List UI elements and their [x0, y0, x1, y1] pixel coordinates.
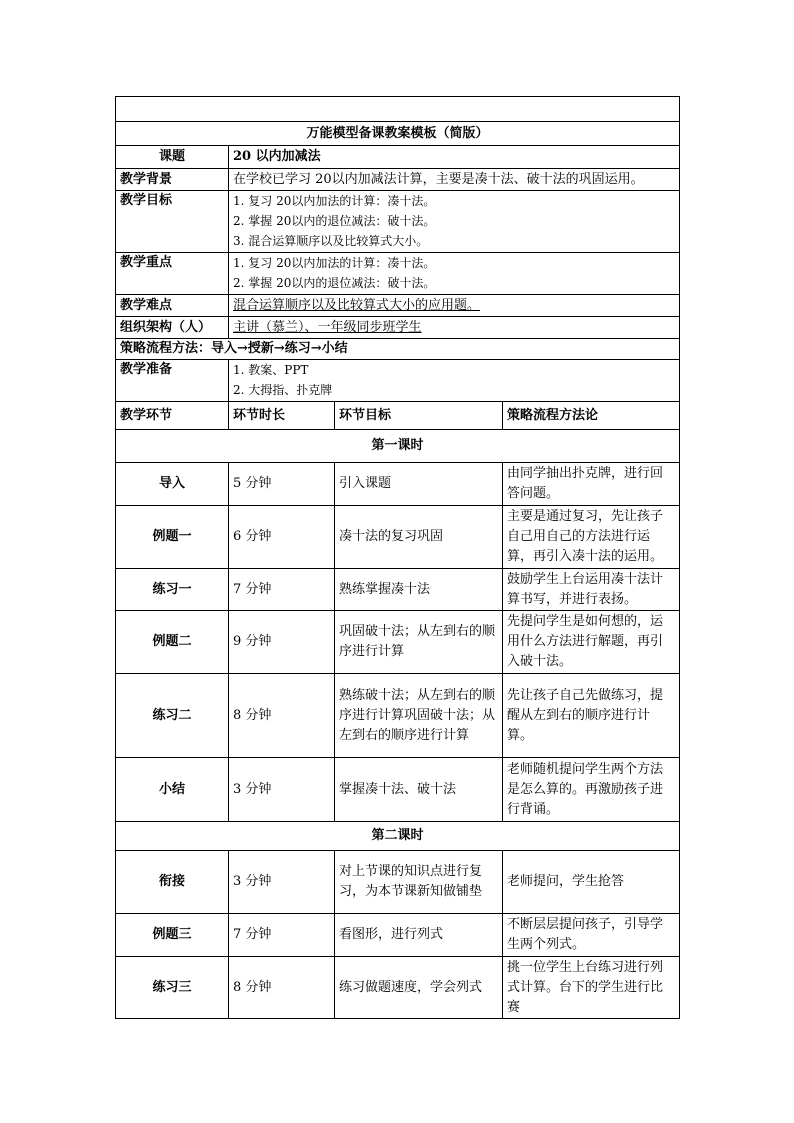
- method-cell: 主要是通过复习，先让孩子自己用自己的方法进行运算，再引入凑十法的运用。: [503, 506, 680, 569]
- duration-cell: 8 分钟: [229, 957, 335, 1019]
- stage-cell: 例题一: [116, 506, 229, 569]
- method-cell: 不断层层提问孩子，引导学生两个列式。: [503, 914, 680, 957]
- method-cell: 老师随机提问学生两个方法是怎么算的。再激励孩子进行背诵。: [503, 758, 680, 822]
- difficulty-value: [229, 295, 680, 317]
- objectives-label: 教学目标: [116, 191, 229, 253]
- page-title: 万能模型备课教案模板（简版）: [116, 122, 680, 146]
- column-header-row: [116, 402, 680, 430]
- table-row: [116, 506, 680, 569]
- duration-cell: 3 分钟: [229, 758, 335, 822]
- table-row: [116, 611, 680, 674]
- background-label: 教学背景: [116, 169, 229, 191]
- background-value: 在学校已学习 20以内加减法计算，主要是凑十法、破十法的巩固运用。: [229, 169, 680, 191]
- method-cell: 先让孩子自己先做练习，提醒从左到右的顺序进行计算。: [503, 674, 680, 758]
- method-cell: 老师提问，学生抢答: [503, 851, 680, 914]
- table-row: [116, 758, 680, 822]
- stage-cell: 练习一: [116, 569, 229, 611]
- column-header: 环节时长: [229, 402, 335, 430]
- lesson1-header-row: [116, 430, 680, 463]
- goal-cell: 巩固破十法；从左到右的顺序进行计算: [335, 611, 503, 674]
- topic-label: 课题: [116, 146, 229, 169]
- lesson2-header-row: [116, 822, 680, 851]
- stage-cell: 小结: [116, 758, 229, 822]
- key-point-item: 1. 复习 20以内加法的计算：凑十法。: [233, 256, 436, 270]
- background-row: [116, 169, 680, 191]
- duration-cell: 8 分钟: [229, 674, 335, 758]
- goal-cell: 熟练破十法；从左到右的顺序进行计算巩固破十法；从左到右的顺序进行计算: [335, 674, 503, 758]
- stage-cell: 导入: [116, 463, 229, 506]
- organization-text: 主讲（慕兰）、一年级同步班学生: [233, 319, 422, 335]
- difficulty-row: [116, 295, 680, 317]
- key-points-list: [229, 253, 680, 295]
- preparation-item: 1. 教案、PPT: [233, 363, 309, 377]
- stage-cell: 例题二: [116, 611, 229, 674]
- organization-row: [116, 317, 680, 339]
- method-cell: 先提问学生是如何想的，运用什么方法进行解题，再引入破十法。: [503, 611, 680, 674]
- objectives-list: [229, 191, 680, 253]
- key-points-label: 教学重点: [116, 253, 229, 295]
- table-row: [116, 674, 680, 758]
- stage-cell: 练习二: [116, 674, 229, 758]
- table-row: [116, 957, 680, 1019]
- method-cell: 鼓励学生上台运用凑十法计算书写，并进行表扬。: [503, 569, 680, 611]
- empty-top-row: [116, 97, 680, 122]
- goal-cell: 引入课题: [335, 463, 503, 506]
- strategy-row: [116, 339, 680, 360]
- stage-cell: 例题三: [116, 914, 229, 957]
- table-row: [116, 463, 680, 506]
- preparation-row: [116, 360, 680, 402]
- goal-cell: 练习做题速度，学会列式: [335, 957, 503, 1019]
- duration-cell: 3 分钟: [229, 851, 335, 914]
- objectives-row: [116, 191, 680, 253]
- empty-top-cell: [116, 97, 680, 122]
- lesson2-title: 第二课时: [116, 822, 680, 851]
- column-header: 教学环节: [116, 402, 229, 430]
- preparation-item: 2. 大拇指、扑克牌: [233, 383, 333, 397]
- preparation-label: 教学准备: [116, 360, 229, 402]
- goal-cell: 对上节课的知识点进行复习，为本节课新知做铺垫: [335, 851, 503, 914]
- goal-cell: 熟练掌握凑十法: [335, 569, 503, 611]
- method-cell: 挑一位学生上台练习进行列式计算。台下的学生进行比赛: [503, 957, 680, 1019]
- organization-label: 组织架构（人）: [116, 317, 229, 339]
- objective-item: 2. 掌握 20以内的退位减法：破十法。: [233, 214, 436, 228]
- lesson-plan-table: [115, 96, 680, 1019]
- duration-cell: 5 分钟: [229, 463, 335, 506]
- objective-item: 1. 复习 20以内加法的计算：凑十法。: [233, 194, 436, 208]
- goal-cell: 凑十法的复习巩固: [335, 506, 503, 569]
- column-header: 环节目标: [335, 402, 503, 430]
- organization-value: [229, 317, 680, 339]
- lesson1-title: 第一课时: [116, 430, 680, 463]
- key-point-item: 2. 掌握 20以内的退位减法：破十法。: [233, 276, 436, 290]
- stage-cell: 练习三: [116, 957, 229, 1019]
- duration-cell: 9 分钟: [229, 611, 335, 674]
- objective-item: 3. 混合运算顺序以及比较算式大小。: [233, 234, 429, 248]
- topic-value: 20 以内加减法: [229, 146, 680, 169]
- stage-cell: 衔接: [116, 851, 229, 914]
- difficulty-label: 教学难点: [116, 295, 229, 317]
- topic-row: [116, 146, 680, 169]
- goal-cell: 看图形，进行列式: [335, 914, 503, 957]
- goal-cell: 掌握凑十法、破十法: [335, 758, 503, 822]
- duration-cell: 7 分钟: [229, 569, 335, 611]
- method-cell: 由同学抽出扑克牌，进行回答问题。: [503, 463, 680, 506]
- difficulty-text: 混合运算顺序以及比较算式大小的应用题。: [233, 297, 481, 313]
- preparation-list: [229, 360, 680, 402]
- duration-cell: 6 分钟: [229, 506, 335, 569]
- strategy-flow: 策略流程方法：导入→授新→练习→小结: [116, 339, 680, 360]
- duration-cell: 7 分钟: [229, 914, 335, 957]
- table-row: [116, 851, 680, 914]
- column-header: 策略流程方法论: [503, 402, 680, 430]
- table-row: [116, 569, 680, 611]
- table-row: [116, 914, 680, 957]
- key-points-row: [116, 253, 680, 295]
